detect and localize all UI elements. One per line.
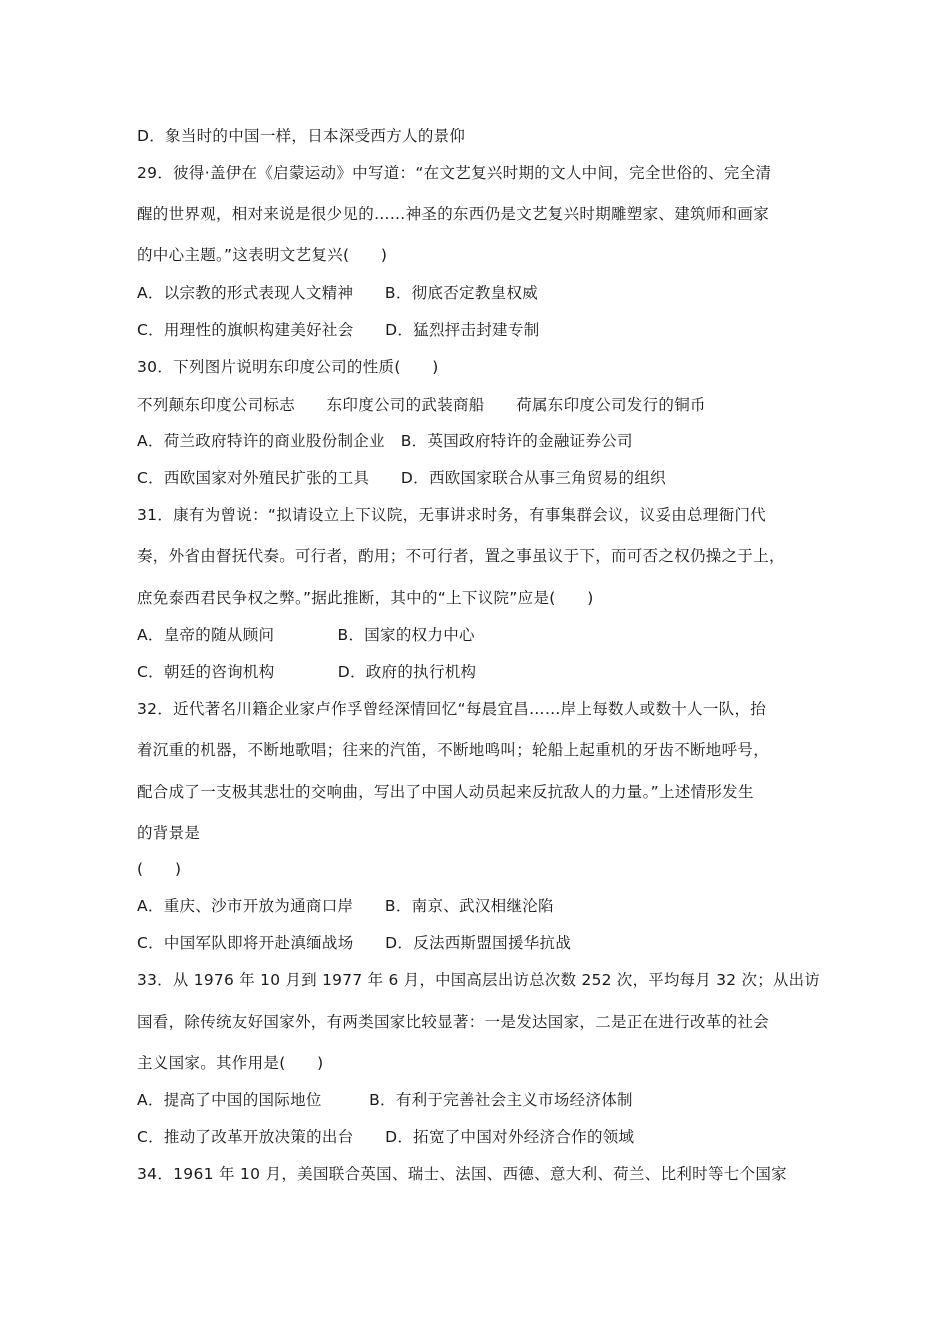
q33-options-cd: C．推动了改革开放决策的出台 D．拓宽了中国对外经济合作的领域 xyxy=(137,1128,635,1146)
q33-stem-line-1: 33．从 1976 年 10 月到 1977 年 6 月，中国高层出访总次数 252 次，平均每月 32 次；从出访 xyxy=(137,971,821,989)
q30-stem: 30．下列图片说明东印度公司的性质( ) xyxy=(137,358,439,376)
q29-options-ab: A．以宗教的形式表现人文精神 B．彻底否定教皇权威 xyxy=(137,284,539,302)
q31-stem-line-1: 31．康有为曾说：“拟请设立上下议院，无事讲求时务，有事集群会议，议妥由总理衙门代 xyxy=(137,506,767,524)
q32-stem-line-2: 着沉重的机器，不断地歌唱；往来的汽笛，不断地鸣叫；轮船上起重机的牙齿不断地呼号， xyxy=(137,741,770,759)
q29-stem-line-3: 的中心主题。”这表明文艺复兴( ) xyxy=(137,246,388,264)
q32-stem-line-4: 的背景是 xyxy=(137,824,201,842)
q30-options-cd: C．西欧国家对外殖民扩张的工具 D．西欧国家联合从事三角贸易的组织 xyxy=(137,469,666,487)
q32-answer-paren: ( ) xyxy=(137,860,182,878)
q32-stem-line-1: 32．近代著名川籍企业家卢作孚曾经深情回忆“每晨宜昌……岸上每数人或数十人一队，抬 xyxy=(137,700,767,718)
q30-image-captions: 不列颠东印度公司标志 东印度公司的武装商船 荷属东印度公司发行的铜币 xyxy=(137,396,706,414)
q33-stem-line-2: 国看，除传统友好国家外，有两类国家比较显著：一是发达国家，二是正在进行改革的社会 xyxy=(137,1013,770,1031)
q29-stem-line-1: 29．彼得·盖伊在《启蒙运动》中写道：“在文艺复兴时期的文人中间，完全世俗的、完全清 xyxy=(137,164,772,182)
q28-option-d: D．象当时的中国一样，日本深受西方人的景仰 xyxy=(137,127,466,145)
q31-stem-line-2: 奏，外省由督抚代奏。可行者，酌用；不可行者，置之事虽议于下，而可否之权仍操之于上， xyxy=(137,547,785,565)
q30-options-ab: A．荷兰政府特许的商业股份制企业 B．英国政府特许的金融证券公司 xyxy=(137,432,633,450)
q31-options-cd: C．朝廷的咨询机构 D．政府的执行机构 xyxy=(137,663,477,681)
q29-options-cd: C．用理性的旗帜构建美好社会 D．猛烈抨击封建专制 xyxy=(137,321,540,339)
q32-stem-line-3: 配合成了一支极其悲壮的交响曲，写出了中国人动员起来反抗敌人的力量。”上述情形发生 xyxy=(137,783,754,801)
q31-options-ab: A．皇帝的随从顾问 B．国家的权力中心 xyxy=(137,626,475,644)
q33-stem-line-3: 主义国家。其作用是( ) xyxy=(137,1054,324,1072)
q32-options-ab: A．重庆、沙市开放为通商口岸 B．南京、武汉相继沦陷 xyxy=(137,897,554,915)
q29-stem-line-2: 醒的世界观，相对来说是很少见的……神圣的东西仍是文艺复兴时期雕塑家、建筑师和画家 xyxy=(137,205,770,223)
q34-stem-line-1: 34．1961 年 10 月，美国联合英国、瑞士、法国、西德、意大利、荷兰、比利时等七个国家 xyxy=(137,1165,787,1183)
q32-options-cd: C．中国军队即将开赴滇缅战场 D．反法西斯盟国援华抗战 xyxy=(137,934,572,952)
q33-options-ab: A．提高了中国的国际地位 B．有利于完善社会主义市场经济体制 xyxy=(137,1091,633,1109)
q31-stem-line-3: 庶免泰西君民争权之弊。”据此推断，其中的“上下议院”应是( ) xyxy=(137,589,594,607)
